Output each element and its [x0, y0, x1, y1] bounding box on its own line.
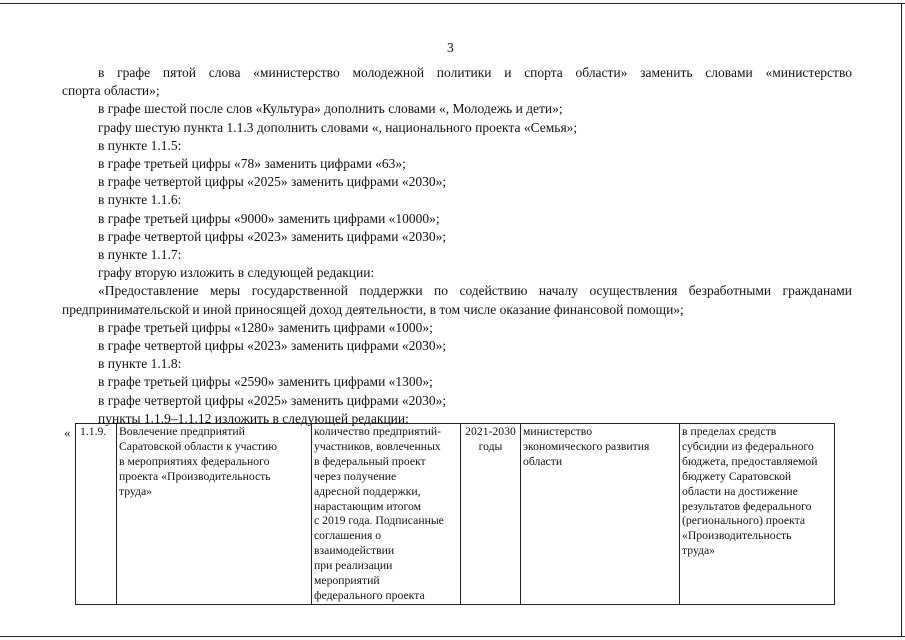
paragraph-line: в графе пятой слова «министерство молодежной политики и спорта области» заменить словами «министерство	[98, 65, 852, 80]
paragraph-line: в пункте 1.1.7:	[98, 247, 182, 263]
paragraph-line: в графе третьей цифры «1280» заменить цифрами «1000»;	[98, 319, 433, 335]
table-row	[76, 424, 835, 605]
page-edge-bottom	[0, 636, 905, 637]
cell-executor: министерство экономического развития области	[521, 424, 680, 605]
cell-term: 2021-2030 годы	[461, 424, 521, 605]
page-number: 3	[447, 40, 454, 55]
paragraph-line: в графе четвертой цифры «2025» заменить цифрами «2030»;	[98, 392, 447, 408]
cell-funding-source: в пределах средств субсидии из федерального бюджета, предоставляемой бюджету Саратовской области на достижение результатов федерального (регионального) проекта «Производительность труда»	[680, 424, 835, 605]
paragraph-line: в графе третьей цифры «78» заменить цифрами «63»;	[98, 156, 406, 172]
page-edge-top	[0, 3, 905, 4]
paragraph-line: в пункте 1.1.6:	[98, 192, 182, 208]
paragraph-line: предпринимательской и иной приносящей доход деятельности, в том числе оказание финансовой помощи»;	[62, 301, 684, 317]
cell-indicator: количество предприятий- участников, вовлеченных в федеральный проект через получение адресной поддержки, нарастающим итогом с 2019 года. Подписанные соглашения о взаимодействии при реализации мероприятий федерального проекта	[312, 424, 461, 605]
table-opening-quote: «	[64, 425, 71, 440]
plan-table	[75, 423, 835, 605]
amendment-text	[62, 64, 852, 428]
paragraph-line: спорта области»;	[62, 83, 160, 99]
page-edge-right	[901, 3, 902, 637]
paragraph-line: графу вторую изложить в следующей редакции:	[98, 265, 375, 281]
paragraph-line: графу шестую пункта 1.1.3 дополнить словами «, национального проекта «Семья»;	[98, 119, 578, 135]
paragraph-line: пункты 1.1.9–1.1.12 изложить в следующей редакции:	[98, 410, 409, 426]
cell-item-number: 1.1.9.	[76, 424, 117, 605]
paragraph-line: в графе четвертой цифры «2025» заменить цифрами «2030»;	[98, 174, 447, 190]
paragraph-line: в графе третьей цифры «2590» заменить цифрами «1300»;	[98, 374, 433, 390]
paragraph-line: в графе четвертой цифры «2023» заменить цифрами «2030»;	[98, 338, 447, 354]
paragraph-line: в пункте 1.1.5:	[98, 137, 182, 153]
cell-measure-name: Вовлечение предприятий Саратовской области к участию в мероприятиях федерального проекта «Производительность труда»	[117, 424, 312, 605]
paragraph-line: в графе четвертой цифры «2023» заменить цифрами «2030»;	[98, 228, 447, 244]
paragraph-line: в графе третьей цифры «9000» заменить цифрами «10000»;	[98, 210, 440, 226]
paragraph-line: «Предоставление меры государственной поддержки по содействию началу осуществления безработными гражданами	[98, 283, 852, 299]
paragraph-line: в пункте 1.1.8:	[98, 356, 182, 372]
paragraph-line: в графе шестой после слов «Культура» дополнить словами «, Молодежь и дети»;	[98, 101, 563, 117]
